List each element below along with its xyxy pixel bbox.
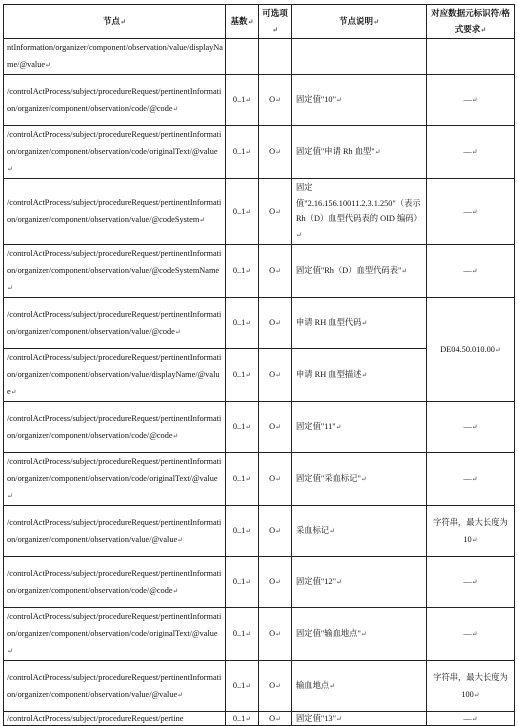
- description-cell: 采血标记↵: [292, 506, 427, 557]
- node-path: /controlActProcess/subject/procedureRequest/pertinentInformation/organizer/component/observation/value/@value↵: [4, 661, 226, 712]
- description-cell: 固定值"13"↵: [292, 712, 427, 726]
- description-cell: 固定值"采血标记"↵: [292, 453, 427, 506]
- cardinality-cell: 0..1↵: [226, 126, 259, 179]
- optional-cell: O↵: [259, 75, 292, 126]
- table-header-row: [4, 5, 515, 39]
- node-path: /controlActProcess/subject/procedureRequest/pertinentInformation/organizer/component/observation/code/@code↵: [4, 557, 226, 608]
- optional-cell: O↵: [259, 298, 292, 349]
- cardinality-cell: 0..1↵: [226, 453, 259, 506]
- node-path: ntInformation/organizer/component/observation/value/displayName/@value↵: [4, 39, 226, 75]
- description-cell: 申请 RH 血型代码↵: [292, 298, 427, 349]
- format-cell: [427, 39, 515, 75]
- table-row: [4, 402, 515, 453]
- node-path: /controlActProcess/subject/procedureRequest/pertinentInformation/organizer/component/observation/value/@codeSystem↵: [4, 179, 226, 245]
- table-row: [4, 712, 515, 726]
- cardinality-cell: 0..1↵: [226, 75, 259, 126]
- format-cell: —↵: [427, 453, 515, 506]
- table-row: [4, 179, 515, 245]
- cardinality-cell: 0..1↵: [226, 557, 259, 608]
- format-cell: —↵: [427, 402, 515, 453]
- format-cell: —↵: [427, 608, 515, 661]
- cardinality-cell: 0..1↵: [226, 349, 259, 402]
- node-path: /controlActProcess/subject/procedureRequest/pertinentInformation/organizer/component/observation/value/@codeSystemName↵: [4, 245, 226, 298]
- optional-cell: O↵: [259, 349, 292, 402]
- format-cell: 字符串，最大长度为 10↵: [427, 506, 515, 557]
- spec-table: [3, 4, 515, 726]
- table-row: [4, 453, 515, 506]
- cardinality-cell: 0..1↵: [226, 298, 259, 349]
- cardinality-cell: 0..1↵: [226, 506, 259, 557]
- format-cell: —↵: [427, 557, 515, 608]
- node-path: /controlActProcess/subject/procedureRequest/pertinentInformation/organizer/component/observation/value/@code↵: [4, 298, 226, 349]
- format-cell: —↵: [427, 179, 515, 245]
- table-row: [4, 39, 515, 75]
- format-cell: —↵: [427, 712, 515, 726]
- node-path: /controlActProcess/subject/procedureRequest/pertinentInformation/organizer/component/observation/code/@code↵: [4, 75, 226, 126]
- table-row: [4, 661, 515, 712]
- cardinality-cell: 0..1↵: [226, 402, 259, 453]
- node-path: /controlActProcess/subject/procedureRequest/pertine: [4, 712, 226, 726]
- description-cell: 固定值"11"↵: [292, 402, 427, 453]
- optional-cell: O↵: [259, 179, 292, 245]
- description-cell: 申请 RH 血型描述↵: [292, 349, 427, 402]
- table-row: [4, 298, 515, 349]
- header-cardinality: 基数↵: [226, 5, 259, 39]
- node-path: /controlActProcess/subject/procedureRequest/pertinentInformation/organizer/component/observation/value/displayName/@value↵: [4, 349, 226, 402]
- format-cell: —↵: [427, 75, 515, 126]
- description-cell: 固定值"12"↵: [292, 557, 427, 608]
- description-cell: 固定值"输血地点"↵: [292, 608, 427, 661]
- node-path: /controlActProcess/subject/procedureRequest/pertinentInformation/organizer/component/observation/code/originalText/@value↵: [4, 126, 226, 179]
- header-description: 节点说明↵: [292, 5, 427, 39]
- cardinality-cell: 0..1↵: [226, 245, 259, 298]
- optional-cell: O↵: [259, 557, 292, 608]
- cardinality-cell: 0..1↵: [226, 179, 259, 245]
- format-cell: 字符串，最大长度为 100↵: [427, 661, 515, 712]
- table-row: [4, 608, 515, 661]
- description-cell: 固定值"10"↵: [292, 75, 427, 126]
- optional-cell: O↵: [259, 126, 292, 179]
- node-path: /controlActProcess/subject/procedureRequest/pertinentInformation/organizer/component/observation/value/@value↵: [4, 506, 226, 557]
- cardinality-cell: [226, 39, 259, 75]
- optional-cell: O↵: [259, 245, 292, 298]
- optional-cell: O↵: [259, 506, 292, 557]
- header-optional: 可选项↵: [259, 5, 292, 39]
- header-format: 对应数据元标识符/格式要求↵: [427, 5, 515, 39]
- node-path: /controlActProcess/subject/procedureRequest/pertinentInformation/organizer/component/observation/code/originalText/@value↵: [4, 608, 226, 661]
- optional-cell: O↵: [259, 453, 292, 506]
- description-cell: [292, 39, 427, 75]
- header-node: 节点↵: [4, 5, 226, 39]
- description-cell: 固定值"申请 Rh 血型"↵: [292, 126, 427, 179]
- format-cell: —↵: [427, 245, 515, 298]
- cardinality-cell: 0..1↵: [226, 712, 259, 726]
- optional-cell: O↵: [259, 608, 292, 661]
- description-cell: 固定值"2.16.156.10011.2.3.1.250"（表示 Rh（D）血型代码表的 OID 编码）↵: [292, 179, 427, 245]
- table-row: [4, 75, 515, 126]
- table-row: [4, 126, 515, 179]
- table-row: [4, 557, 515, 608]
- table-row: [4, 245, 515, 298]
- table-row: [4, 506, 515, 557]
- optional-cell: O↵: [259, 402, 292, 453]
- node-path: /controlActProcess/subject/procedureRequest/pertinentInformation/organizer/component/observation/code/@code↵: [4, 402, 226, 453]
- description-cell: 输血地点↵: [292, 661, 427, 712]
- description-cell: 固定值"Rh（D）血型代码表"↵: [292, 245, 427, 298]
- format-cell: DE04.50.010.00↵: [427, 298, 515, 402]
- cardinality-cell: 0..1↵: [226, 661, 259, 712]
- optional-cell: O↵: [259, 661, 292, 712]
- cardinality-cell: 0..1↵: [226, 608, 259, 661]
- format-cell: —↵: [427, 126, 515, 179]
- optional-cell: O↵: [259, 712, 292, 726]
- node-path: /controlActProcess/subject/procedureRequest/pertinentInformation/organizer/component/observation/code/originalText/@value↵: [4, 453, 226, 506]
- optional-cell: [259, 39, 292, 75]
